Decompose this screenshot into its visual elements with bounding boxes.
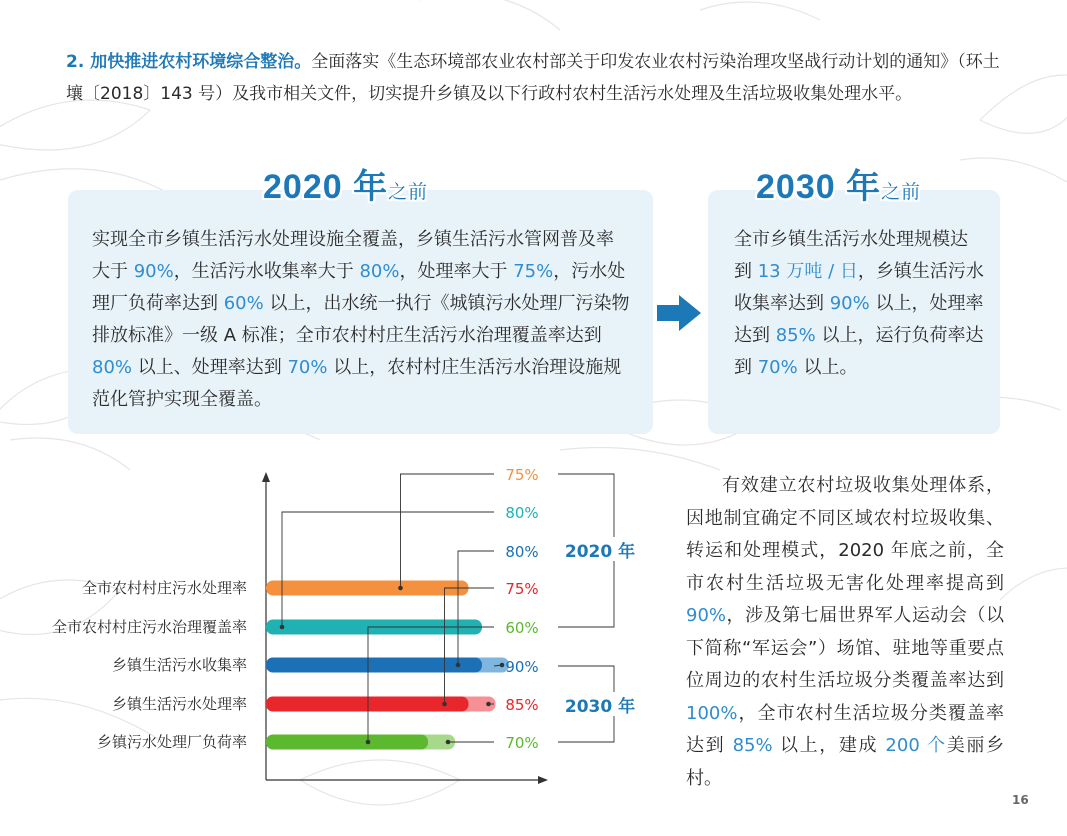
text-run: ，全市农村生活垃圾分类覆盖率达到 [686,702,1004,756]
text-run: 以上，建成 [772,735,886,756]
highlight-value: 80% [92,357,133,378]
x-axis-arrowhead [538,776,548,784]
category-label: 乡镇污水处理厂负荷率 [96,733,247,751]
bracket-2030-bottom [558,716,614,742]
bar-2020-0 [266,581,469,596]
text-run: 以上，农村村庄生活污水治理设施规范化管护实现全覆盖。 [92,357,622,410]
text-run: ，处理率大于 [399,261,514,282]
category-label: 全市农村村庄污水处理率 [81,579,247,597]
value-label: 90% [505,658,539,676]
text-run: 以上，运行负荷率达到 [734,325,984,378]
highlight-value: 85% [775,325,816,346]
bracket-2020-top [558,474,614,537]
page-number: 16 [1012,793,1029,807]
text-run: 以上、处理率达到 [132,357,288,378]
bar-2020-3 [266,697,469,712]
text-run: 以上，处理率达到 [734,293,984,346]
series-label-2030: 2030 年 [564,697,636,717]
target-2030-text [734,224,984,384]
highlight-value: 85% [732,735,773,756]
bar-2020-4 [266,735,428,750]
leader-2020-1 [282,512,494,627]
value-label: 70% [505,734,539,752]
bracket-2020-bottom [558,561,614,627]
highlight-value: 13 万吨 / 日 [757,261,858,282]
text-run: 有效建立农村垃圾收集处理体系，因地制宜确定不同区域农村垃圾收集、转运和处理模式，2020 年底之前，全市农村生活垃圾无害化处理率提高到 [686,475,1004,594]
intro-lead: 2. 加快推进农村环境综合整治。 [66,52,312,72]
target-2020-year: 2020 年 [263,168,389,206]
target-2030-title [756,159,921,208]
leader-2020-4 [368,627,494,742]
text-run: 全市乡镇生活污水处理规模达到 [734,229,968,282]
series-label-2020: 2020 年 [564,542,636,562]
text-run: 美丽乡村。 [686,735,1004,789]
highlight-value: 60% [223,293,264,314]
highlight-value: 90% [133,261,174,282]
text-run: 实现全市乡镇生活污水处理设施全覆盖，乡镇生活污水管网普及率大于 [92,229,614,282]
value-label: 80% [505,504,539,522]
intro-body: 全面落实《生态环境部农业农村部关于印发农业农村污染治理攻坚战行动计划的通知》（环土壤〔2018〕143 号）及我市相关文件，切实提升乡镇及以下行政村农村生活污水处理及生活垃圾收集处理水平。 [66,52,1000,104]
garbage-treatment-paragraph [686,470,1004,795]
highlight-value: 70% [287,357,328,378]
right-arrow-icon [655,293,703,333]
target-2020-title [263,159,428,208]
text-run: ，生活污水收集率大于 [173,261,360,282]
value-label: 75% [505,580,539,598]
target-2030-box [708,190,1000,434]
target-2030-suffix: 之前 [881,182,922,203]
category-label: 乡镇生活污水收集率 [111,656,247,674]
text-run: ，乡镇生活污水收集率达到 [734,261,984,314]
sewage-target-chart [0,455,650,795]
text-run: ，污水处理厂负荷率达到 [92,261,626,314]
highlight-value: 80% [359,261,400,282]
highlight-value: 200 个 [885,735,947,756]
bracket-2030-top [558,666,614,692]
target-2030-year: 2030 年 [756,168,882,206]
target-2020-text [92,224,631,416]
y-axis-arrowhead [262,472,270,482]
value-label: 60% [505,619,539,637]
value-label: 85% [505,696,539,714]
leader-2020-3 [445,588,495,704]
category-label: 乡镇生活污水处理率 [111,695,247,713]
intro-paragraph [66,46,1006,110]
text-run: 以上，出水统一执行《城镇污水处理厂污染物排放标准》一级 A 标准；全市农村村庄生活污水治理覆盖率达到 [92,293,630,346]
value-label: 75% [505,466,539,484]
highlight-value: 70% [757,357,798,378]
target-2020-box [68,190,653,434]
value-label: 80% [505,543,539,561]
bar-2020-2 [266,658,482,673]
target-2020-suffix: 之前 [388,182,429,203]
highlight-value: 75% [513,261,554,282]
leader-2020-0 [401,474,495,588]
highlight-value: 90% [829,293,870,314]
leader-2020-2 [458,551,494,665]
text-run: 以上。 [797,357,858,378]
highlight-value: 90% [686,605,727,626]
highlight-value: 100% [686,702,738,724]
category-label: 全市农村村庄污水治理覆盖率 [51,618,247,636]
text-run: ，涉及第七届世界军人运动会（以下简称“军运会”）场馆、驻地等重要点位周边的农村生活垃圾分类覆盖率达到 [686,605,1004,691]
